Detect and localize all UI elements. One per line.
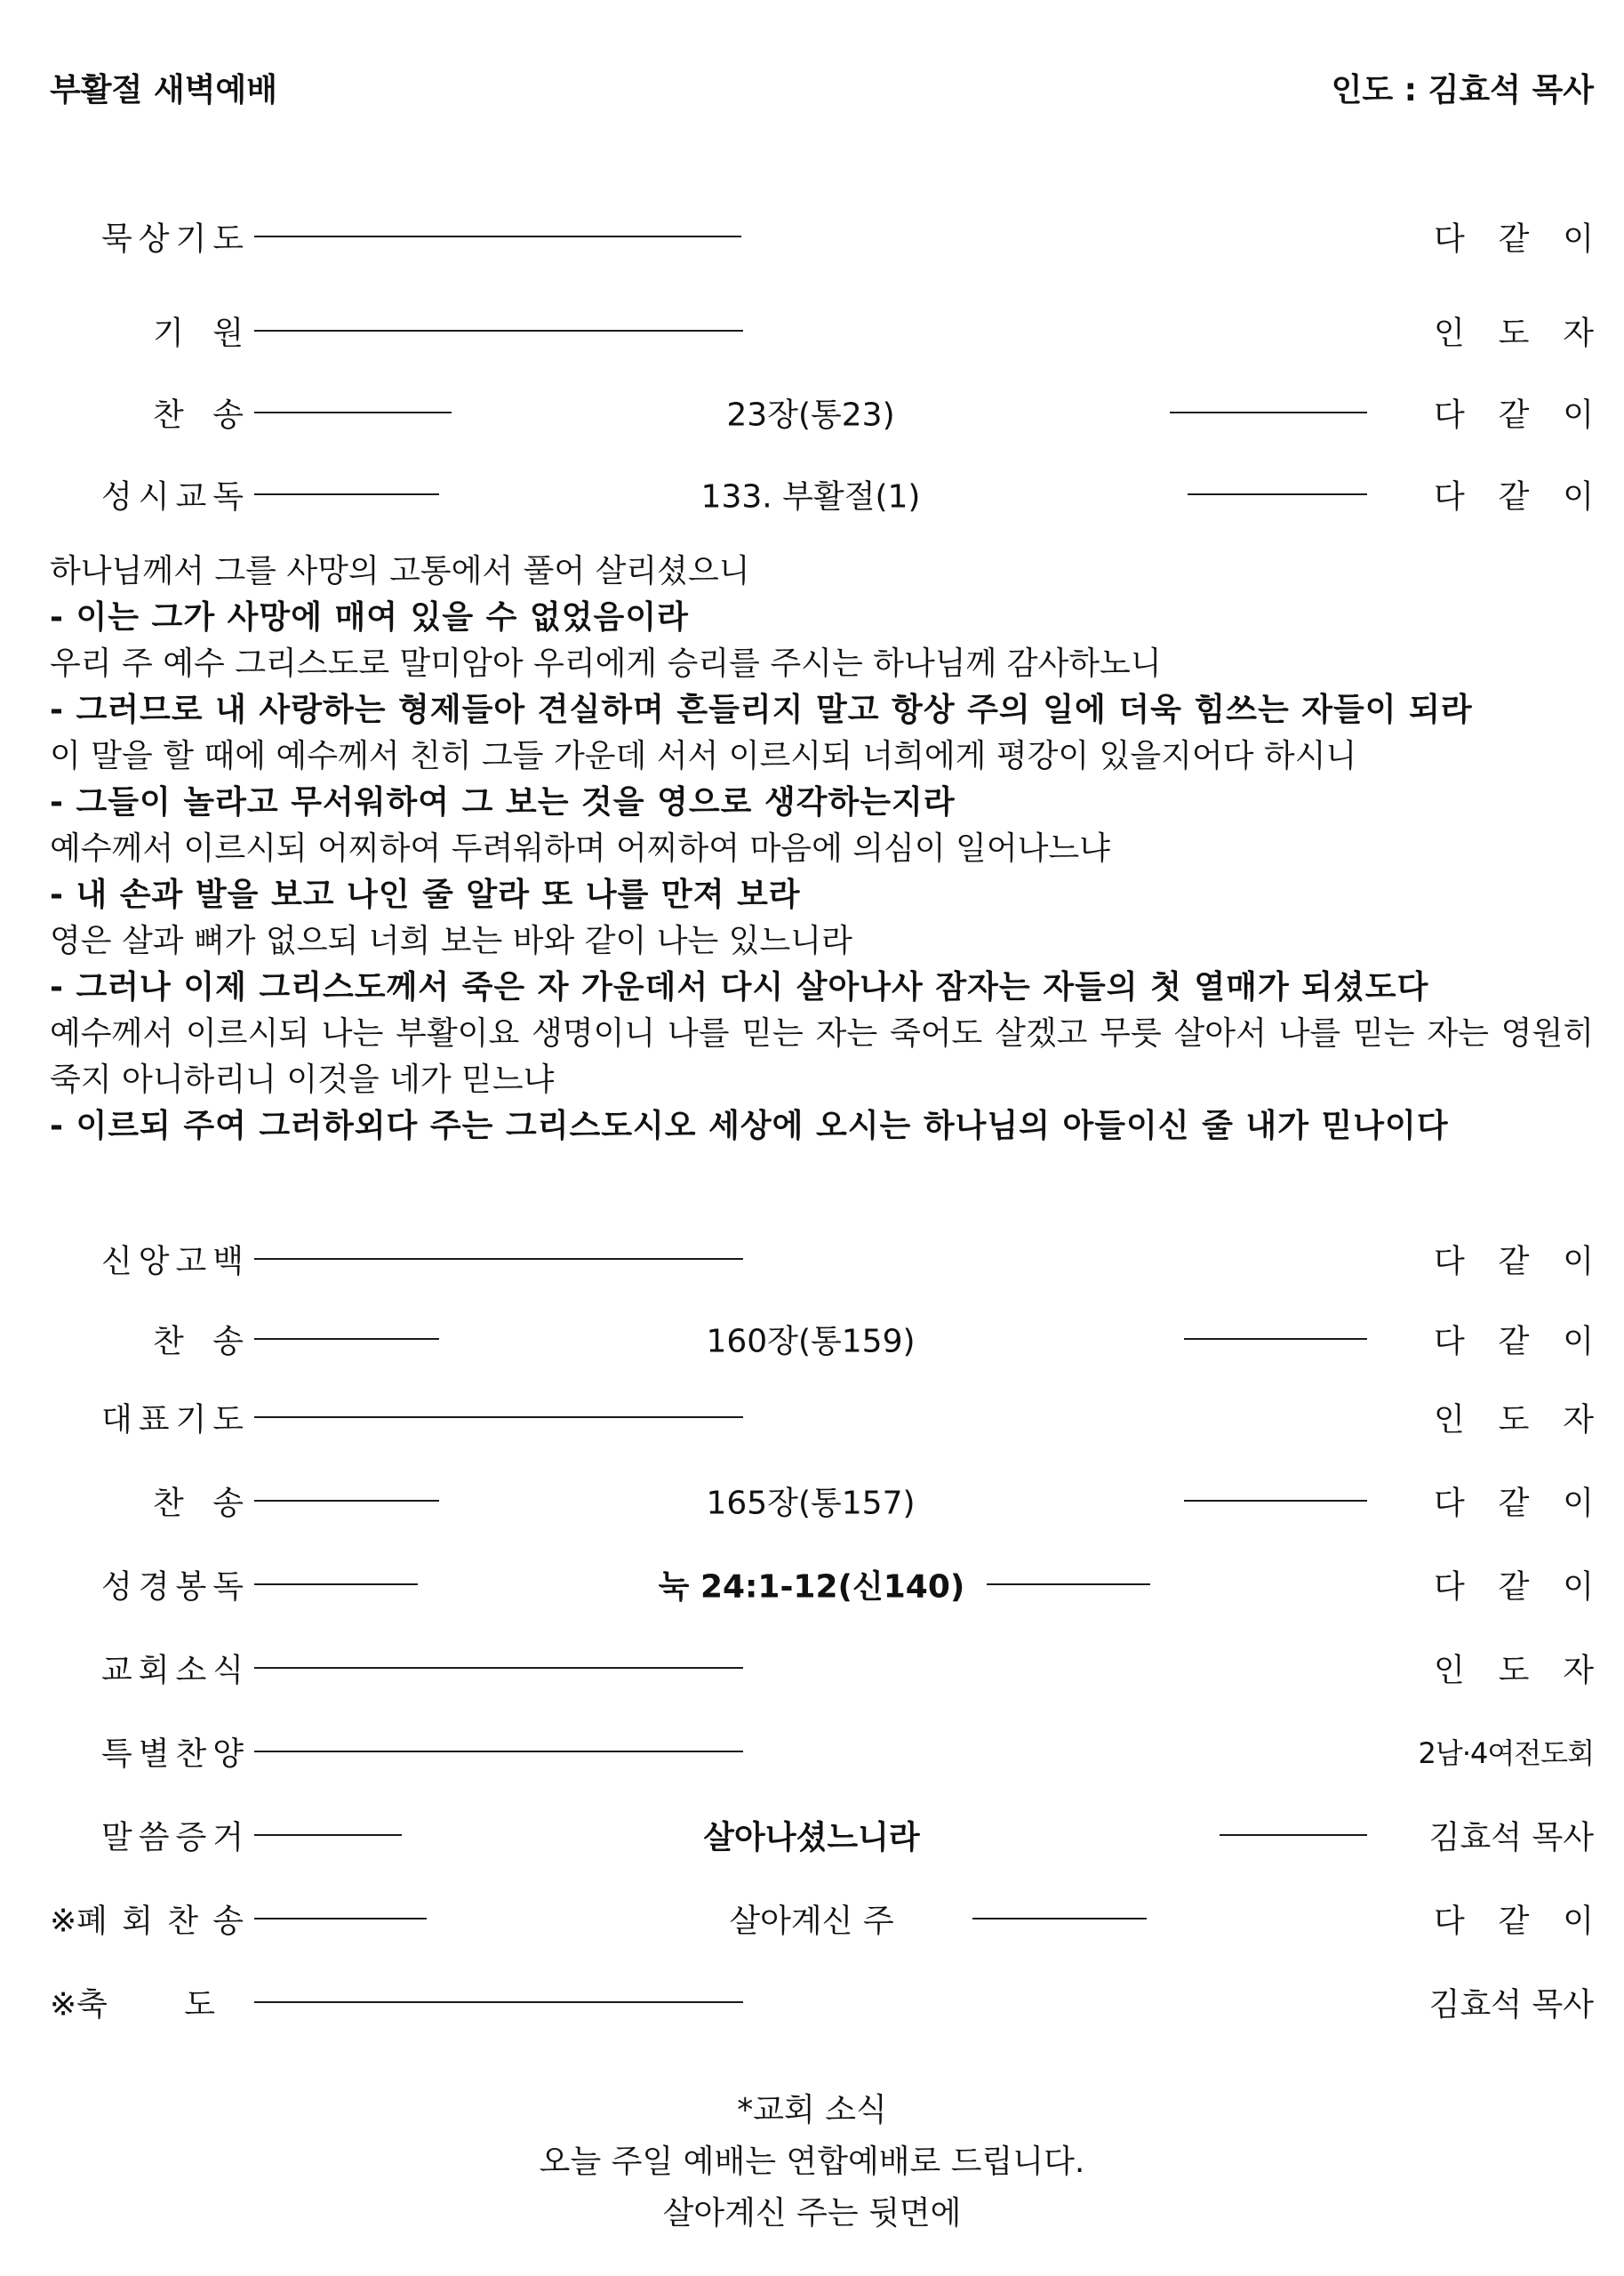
- item-label: 성 시 교 독: [101, 478, 244, 516]
- hymn-title: 살아계신 주: [729, 1903, 894, 1940]
- leader-verse: 예수께서 이르시되 어찌하여 두려워하며 어찌하여 마음에 의심이 일어나느냐: [50, 830, 1110, 867]
- church-notice: [0, 2085, 1624, 2240]
- leader-line: [254, 330, 743, 332]
- order-row-invocation: [50, 304, 1594, 357]
- item-performer: 다 같 이: [1434, 397, 1594, 434]
- item-label: ※축 도: [50, 1986, 215, 2024]
- leader-line: [1184, 1500, 1367, 1502]
- order-row-silent-prayer: [50, 210, 1594, 263]
- leader-verse: 예수께서 이르시되 나는 부활이요 생명이니 나를 믿는 자는 죽어도 살겠고 무릇 살아서 나를 믿는 자는 영원히 죽지 아니하리니 이것을 네가 믿느냐: [50, 1015, 1594, 1098]
- leader-line: [1188, 493, 1367, 495]
- leader-line: [1170, 412, 1367, 413]
- item-performer: 인 도 자: [1434, 1401, 1594, 1439]
- leader-line: [254, 1338, 439, 1340]
- item-performer: 김효석 목사: [1428, 1819, 1594, 1856]
- item-performer: 다 같 이: [1434, 220, 1594, 258]
- item-label: 찬 송: [153, 1323, 244, 1360]
- item-label: 기 원: [153, 315, 244, 352]
- item-label: 대 표 기 도: [101, 1401, 244, 1439]
- leader-verse: 영은 살과 뼈가 없으되 너희 보는 바와 같이 나는 있느니라: [50, 923, 852, 959]
- item-label: 특 별 찬 양: [101, 1735, 244, 1773]
- response-verse: - 내 손과 발을 보고 나인 줄 알라 또 나를 만져 보라: [50, 877, 801, 913]
- response-verse: - 이르되 주여 그러하외다 주는 그리스도시오 세상에 오시는 하나님의 아들이신 줄 내가 믿나이다: [50, 1108, 1449, 1144]
- item-performer: 다 같 이: [1434, 1485, 1594, 1522]
- leader-line: [254, 1667, 743, 1669]
- hymn-number: 23장(통23): [726, 397, 895, 434]
- item-label: 성 경 봉 독: [101, 1568, 244, 1606]
- item-performer: 김효석 목사: [1428, 1986, 1594, 2024]
- order-row-scripture: [50, 1558, 1594, 1611]
- order-row-benediction: [50, 1975, 1594, 2029]
- item-label: 묵 상 기 도: [101, 220, 244, 258]
- order-row-hymn-2: [50, 1312, 1594, 1366]
- leader-line: [972, 1918, 1147, 1919]
- item-label: 교 회 소 식: [101, 1652, 244, 1689]
- response-verse: - 그러므로 내 사랑하는 형제들아 견실하며 흔들리지 말고 항상 주의 일에 더욱 힘쓰는 자들이 되라: [50, 692, 1473, 728]
- leader-line: [1184, 1338, 1367, 1340]
- response-verse: - 이는 그가 사망에 매여 있을 수 없었음이라: [50, 599, 689, 636]
- order-row-responsive-reading: [50, 468, 1594, 521]
- leader-verse: 하나님께서 그를 사망의 고통에서 풀어 살리셨으니: [50, 553, 750, 589]
- order-row-special-music: [50, 1725, 1594, 1778]
- order-row-creed: [50, 1232, 1594, 1286]
- page-header: [50, 60, 1594, 114]
- leader-verse: 이 말을 할 때에 예수께서 친히 그들 가운데 서서 이르시되 너희에게 평강이 있을지어다 하시니: [50, 738, 1357, 774]
- leader-line: [254, 493, 439, 495]
- item-performer: 인 도 자: [1434, 1652, 1594, 1689]
- leader-line: [1220, 1834, 1367, 1836]
- notice-heading: *교회 소식: [737, 2092, 887, 2128]
- item-label: 찬 송: [153, 1485, 244, 1522]
- response-verse: - 그러나 이제 그리스도께서 죽은 자 가운데서 다시 살아나사 잠자는 자들의 첫 열매가 되셨도다: [50, 969, 1429, 1006]
- order-bottom: [50, 1232, 1594, 2024]
- order-row-sermon: [50, 1808, 1594, 1862]
- leader-line: [254, 1583, 418, 1585]
- item-label: ※폐 회 찬 송: [50, 1903, 244, 1940]
- item-performer: 다 같 이: [1434, 1903, 1594, 1940]
- notice-line: 살아계신 주는 뒷면에: [662, 2195, 962, 2232]
- item-performer: 다 같 이: [1434, 1568, 1594, 1606]
- leader-line: [254, 1416, 743, 1418]
- leader-line: [254, 1500, 439, 1502]
- responsive-reading: [50, 549, 1594, 1150]
- leader-line: [254, 2001, 743, 2003]
- scripture-reference: 눅 24:1-12(신140): [658, 1568, 965, 1606]
- leader-line: [254, 1258, 743, 1260]
- item-performer: 인 도 자: [1434, 315, 1594, 352]
- reading-number: 133. 부활절(1): [700, 478, 921, 516]
- notice-line: 오늘 주일 예배는 연합예배로 드립니다.: [539, 2144, 1085, 2180]
- item-performer: 다 같 이: [1434, 1243, 1594, 1280]
- sermon-title: 살아나셨느니라: [703, 1819, 920, 1856]
- leader-line: [987, 1583, 1150, 1585]
- item-label: 말 씀 증 거: [101, 1819, 244, 1856]
- service-title: 부활절 새벽예배: [50, 71, 277, 108]
- order-row-closing-hymn: [50, 1892, 1594, 1945]
- response-verse: - 그들이 놀라고 무서워하여 그 보는 것을 영으로 생각하는지라: [50, 784, 956, 821]
- item-performer: 다 같 이: [1434, 1323, 1594, 1360]
- leader-line: [254, 412, 452, 413]
- order-top: [50, 210, 1594, 516]
- leader-line: [254, 236, 741, 237]
- order-row-hymn-1: [50, 386, 1594, 439]
- leader-line: [254, 1918, 427, 1919]
- order-row-announcements: [50, 1641, 1594, 1695]
- item-performer: 다 같 이: [1434, 478, 1594, 516]
- hymn-number: 160장(통159): [706, 1323, 916, 1360]
- leader-line: [254, 1834, 402, 1836]
- leader-verse: 우리 주 예수 그리스도로 말미암아 우리에게 승리를 주시는 하나님께 감사하노니: [50, 645, 1162, 682]
- leader-line: [254, 1751, 743, 1752]
- order-row-prayer: [50, 1390, 1594, 1444]
- item-performer: 2남·4여전도회: [1418, 1736, 1594, 1770]
- item-label: 신 앙 고 백: [101, 1243, 244, 1280]
- item-label: 찬 송: [153, 397, 244, 434]
- hymn-number: 165장(통157): [706, 1485, 916, 1522]
- leader-name: 인도 : 김효석 목사: [1331, 71, 1594, 108]
- order-row-hymn-3: [50, 1474, 1594, 1527]
